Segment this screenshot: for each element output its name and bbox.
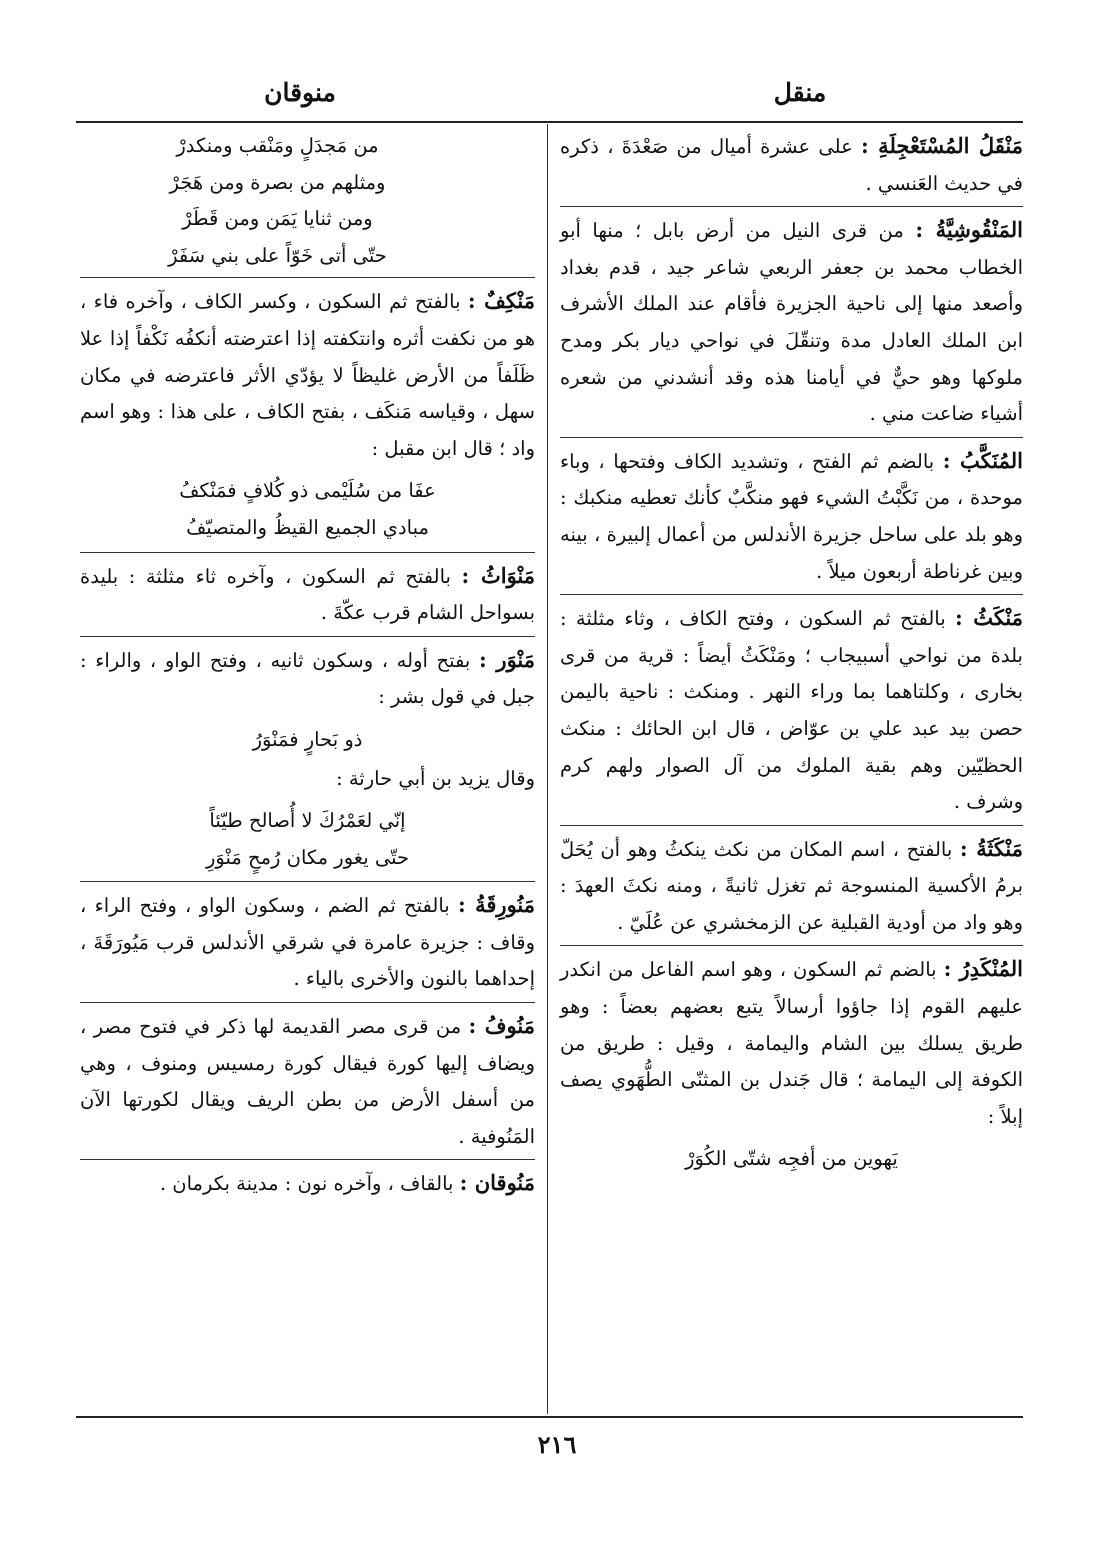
running-head-right: منقل [773,78,827,107]
verse-line: عفَا من سُلَيْمى ذو كُلافٍ فمَنْكفُ [179,479,436,503]
entry [560,212,1023,433]
verse-intro: وقال يزيد بن أبي حارثة : [336,766,535,790]
entry-text: بالقاف ، وآخره نون : مدينة بكرمان . [159,1172,454,1196]
entry-text: من قرى مصر القديمة لها ذكر في فتوح مصر ، ويضاف إليها كورة فيقال كورة رمسيس ومنوف ، وهي من أسفل الأرض من بطن الريف ويقال لكورتها الآن المَنُوفية . [80,1015,535,1148]
verse-line: حتّى أتى خَوّاً على بني سَفَرْ [168,243,387,267]
verse-line: إنّي لعَمْرُكَ لا أُصالح طيّئاً [209,809,406,833]
page-number: ٢١٦ [537,1430,577,1459]
headword: مَنُوقان : [459,1170,535,1196]
entry [80,642,535,716]
entry-text: بفتح أوله ، وسكون ثانيه ، وفتح الواو ، والراء : جبل في قول بشر : [80,648,535,709]
entry-text: بالضم ثم السكون ، وهو اسم الفاعل من انكدر عليهم القوم إذا جاؤوا أرسالاً يتبع بعضهم بعضاً : وهو طريق يسلك بين الشام واليمامة ، وقيل : طريق من الكوفة إلى اليمامة ؛ قال جَندل بن المثنّى الطُّهَوي يصف إبلاً : [560,958,1023,1128]
entry-text: بالفتح ثم الضم ، وسكون الواو ، وفتح الراء ، وقاف : جزيرة عامرة في شرقي الأندلس قرب مَيُورَقَةَ ، إحداهما بالنون والأخرى بالياء . [80,894,535,991]
right-column [560,128,1023,1180]
entry-separator [560,945,1023,946]
entry-text: بالضم ثم الفتح ، وتشديد الكاف وفتحها ، وباء موحدة ، من نَكَّبْتُ الشيء فهو منكَّبٌ كأنك تعطيه منكبك : وهو بلد على ساحل جزيرة الأندلس من أعمال إلبيرة ، بينه وبين غرناطة أربعون ميلاً . [560,449,1023,583]
entry [80,558,535,632]
headword: المَنْقُوشِيَّةُ : [915,217,1024,243]
headword: مَنْكِفٌ : [467,288,536,314]
headword: المُنَكَّبُ : [942,447,1023,473]
entry-separator [80,552,535,553]
entry [560,951,1023,1135]
headword: مَنْكَثُ : [955,605,1024,631]
entry-text: بالفتح ، اسم المكان من نكث ينكثُ وهو أن يُحَلّ برمُ الأكسية المنسوجة ثم تغزل ثانيةً ، ومنه نكثَ العهدَ : وهو واد من أودية القبلية عن الزمخشري عن عُلَيّ . [560,837,1023,934]
entry [560,831,1023,942]
bottom-rule [76,1416,1023,1418]
verse-line: يَهوين من أفجِه شتّى الكُوَرْ [685,1147,898,1171]
entry [560,600,1023,821]
entry-text: من قرى النيل من أرض بابل ؛ منها أبو الخطاب محمد بن جعفر الربعي شاعر جيد ، قدم بغداد وأصعد منها إلى ناحية الجزيرة فأقام عند الملك الأشرف ابن الملك العادل مدة وتنقّلَ في نواحي ديار بكر ومدح ملوكها وهو حيٌّ في أيامنا هذه وقد أنشدني من شعره أشياء ضاعت مني . [560,219,1023,426]
entry-separator [80,636,535,637]
verse-line: من مَجدَلٍ ومَنْقب ومنكدرْ [176,134,379,157]
headword: المُنْكَدِرُ : [943,956,1023,982]
entry-separator [560,437,1023,438]
entry-text: بالفتح ثم السكون ، وآخره ثاء مثلثة : بليدة بسواحل الشام قرب عكّةَ . [80,564,535,625]
entry-separator [560,594,1023,595]
entry [80,1165,535,1203]
entry [560,443,1023,590]
entry [80,283,535,467]
headword: مَنْقَلُ المُسْتَعْجِلَةِ : [861,133,1024,158]
entry-text: بالفتح ثم السكون ، وكسر الكاف ، وآخره فاء ، هو من نكفت أثره وانتكفته إذا اعترضته أنكفُه نَكْفاً إذا علا ظَلَفاً من الأرض غليظاً لا يؤدّي الأثر فاعترضه في مكان سهل ، وقياسه مَنكَف ، بفتح الكاف ، على هذا : وهو اسم واد ؛ قال ابن مقبل : [80,290,535,460]
entry [560,128,1023,202]
top-rule [76,121,1023,123]
headword: مَنْوَاثُ : [461,562,535,588]
entry-text: على عشرة أميال من صَعْدَةَ ، ذكره في حديث العَنسي . [560,135,1023,195]
entry [80,1008,535,1155]
entry-separator [560,206,1023,207]
entry-separator [80,881,535,882]
entry-separator [560,825,1023,826]
headword: مَنْكَثَةُ : [959,835,1024,861]
verse-line: ومن ثنايا يَمَن ومن قَطَرْ [182,207,373,231]
entry-separator [80,277,535,278]
left-column [80,128,535,1207]
column-divider [547,124,548,1414]
poem [80,801,535,878]
entry-separator [80,1159,535,1160]
verse-line: حتّى يغور مكان رُمحٍ مَنْوَرِ [205,845,410,869]
entry [80,887,535,998]
verse-line: ومثلهم من بصرة ومن هَجَرْ [169,170,386,194]
poem [80,128,535,274]
headword: مَنُوفُ : [468,1013,535,1039]
poem [80,471,535,548]
headword: مَنْوَر : [478,646,535,672]
verse-line: مبادي الجميع القيظُ والمتصيّفُ [186,515,429,539]
headword: مَنُورِقَةُ : [458,892,536,918]
verse-line: ذو بَحارٍ فمَنْوَرُ [252,727,363,751]
entry-text: بالفتح ثم السكون ، وفتح الكاف ، وثاء مثلثة : بلدة من نواحي أسبيجاب ؛ ومَنْكَثُ أيضاً : قرية من قرى بخارى ، وكلتاهما بما وراء النهر . ومنكث : ناحية باليمن حصن بيد عبد علي بن عوّاض ، قال ابن الحائك : منكث الحظيّين وهم بقية الملوك من آل الصوار ولهم كرم وشرف . [560,607,1023,814]
entry-separator [80,1002,535,1003]
running-head-left: منوقان [264,78,336,107]
